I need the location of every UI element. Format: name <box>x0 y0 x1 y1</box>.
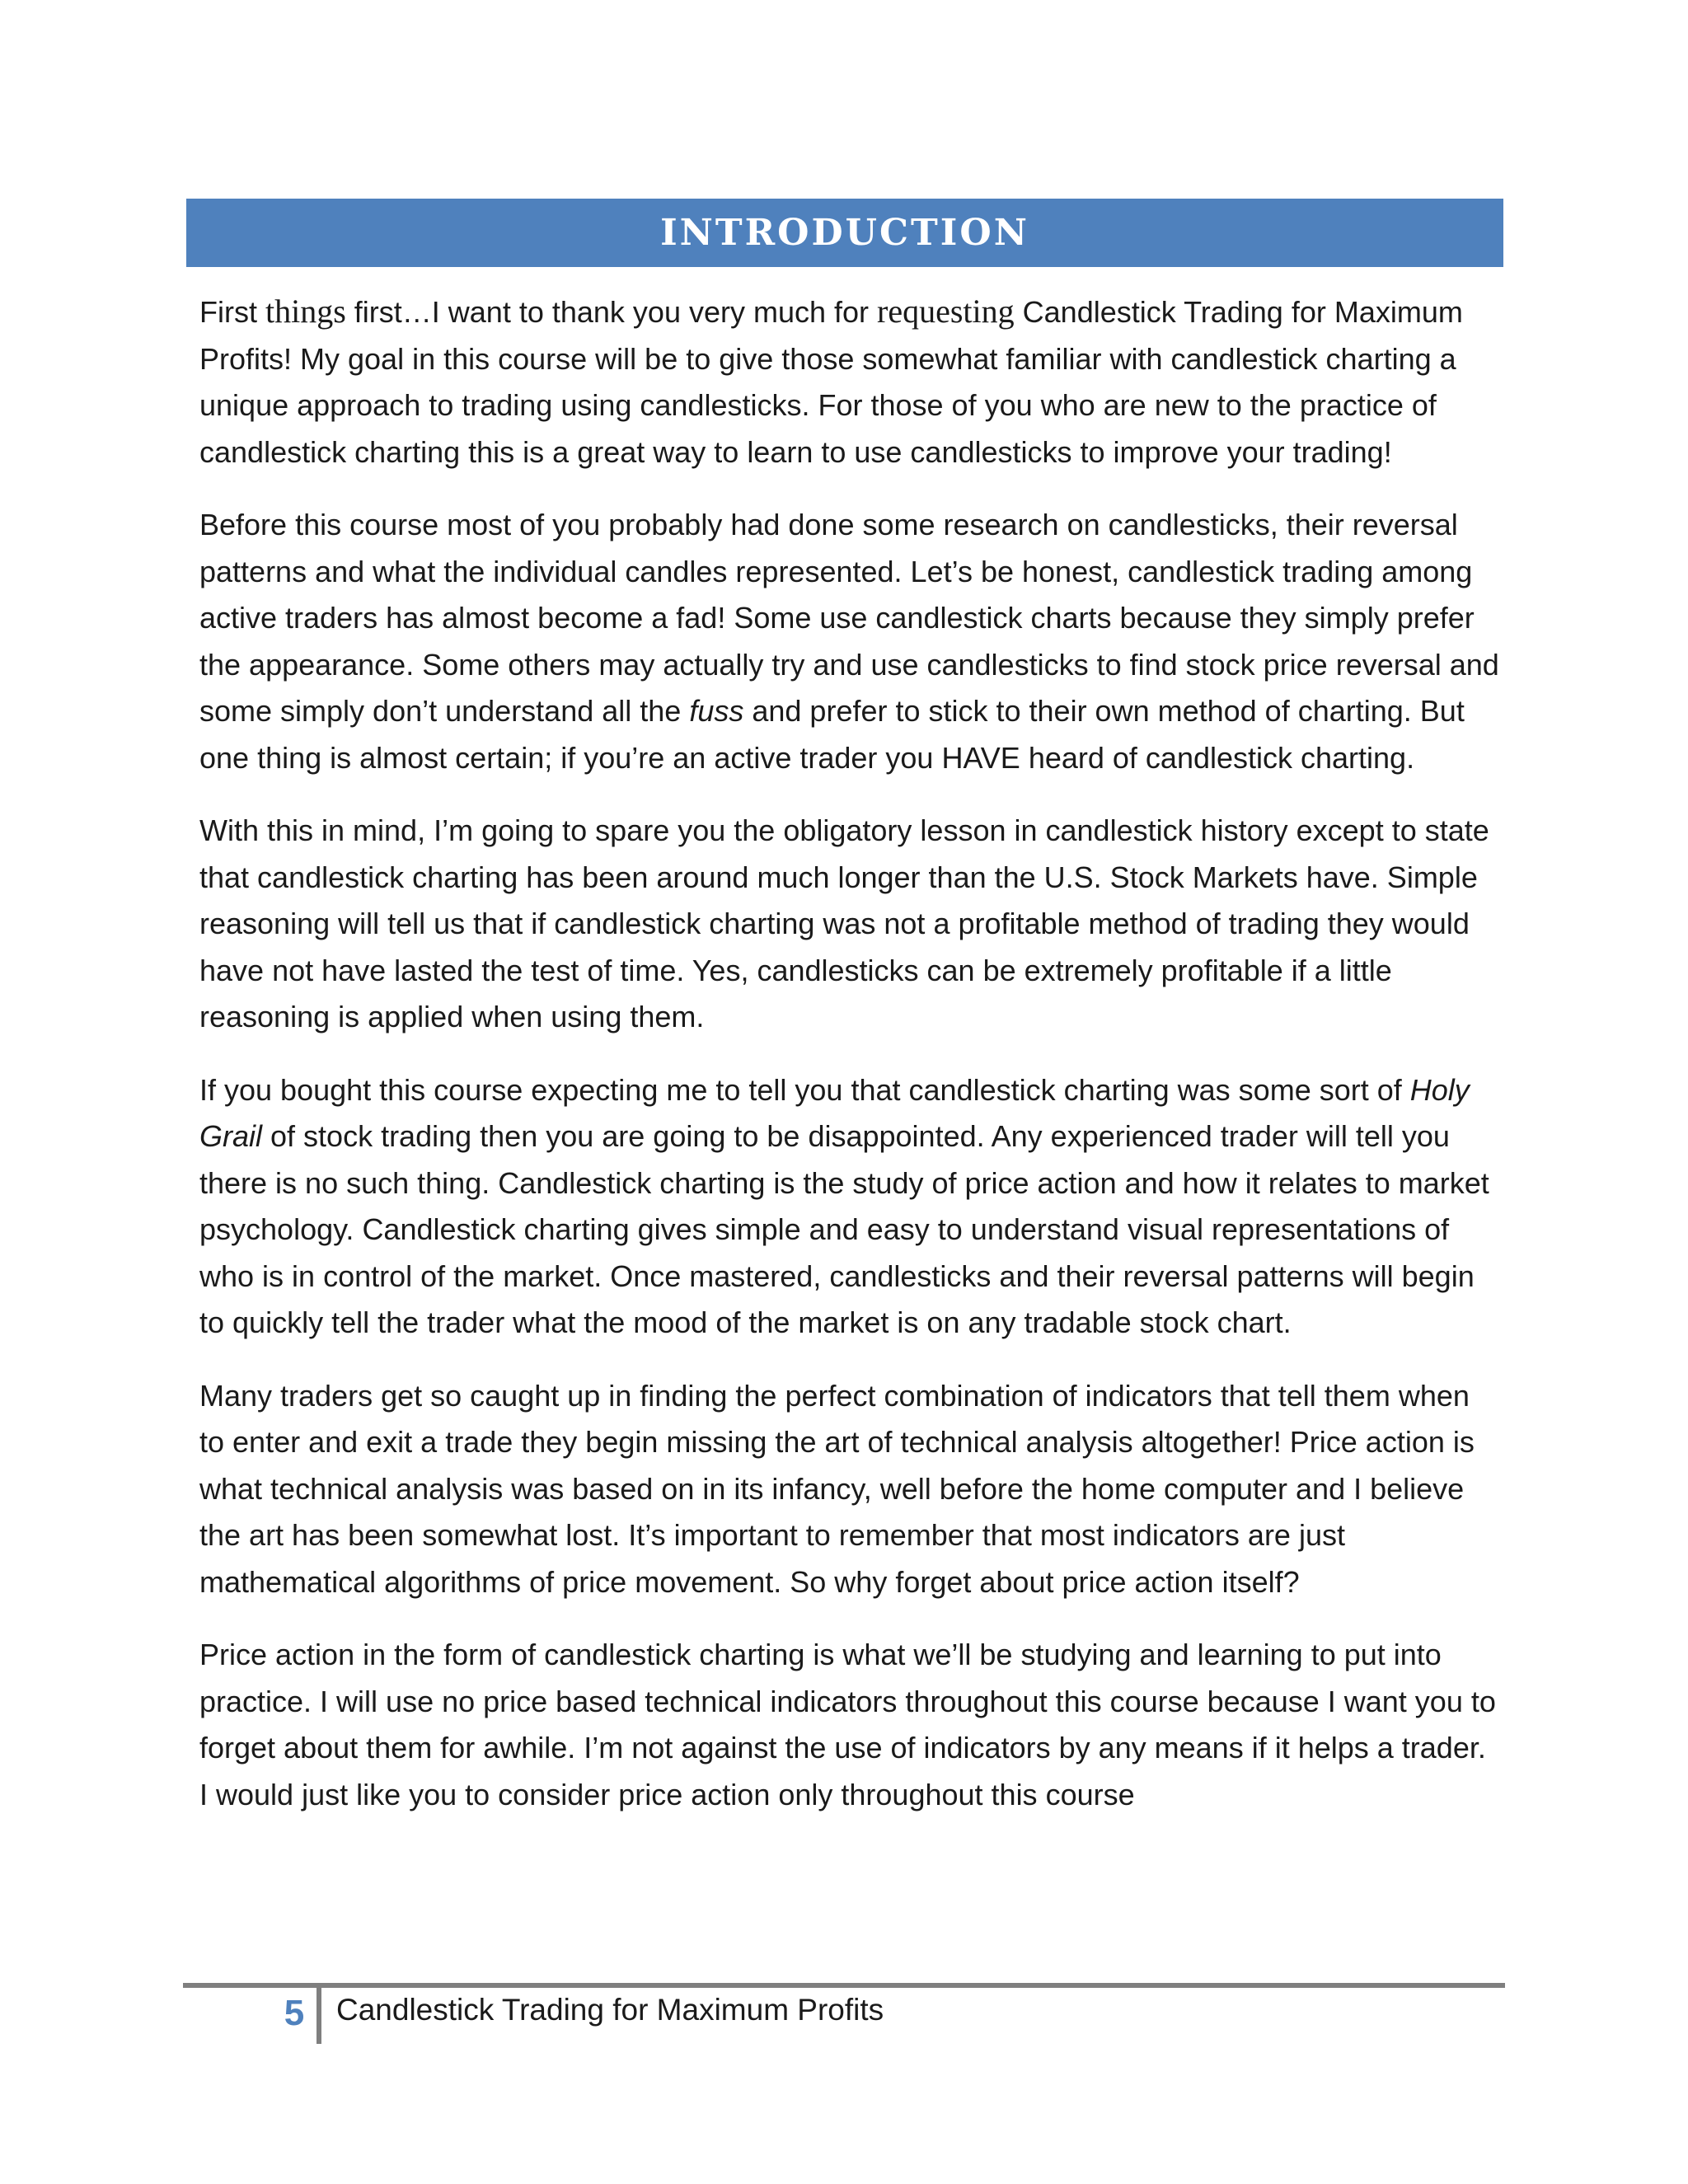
section-heading-bar <box>186 199 1503 267</box>
paragraph-4-part-c: of stock trading then you are going to be disappointed. Any experienced trader will tell you there is no such thing. Candlestick charting is the study of price action and how it relates to market psychology. Candlestick charting gives simple and easy to understand visual representations of who is in control of the market. Once mastered, candlesticks and their reversal patterns will begin to quickly tell the trader what the mood of the market is on any tradable stock chart. <box>199 1119 1489 1339</box>
paragraph-1-part-b: things <box>265 293 346 330</box>
footer-rule <box>183 1983 1505 1988</box>
footer-divider <box>316 1988 321 2044</box>
paragraph-4-part-a: If you bought this course expecting me to tell you that candlestick charting was some sort of <box>199 1072 1410 1107</box>
paragraph-1 <box>199 288 1502 476</box>
paragraph-1-part-d: requesting <box>877 293 1015 330</box>
paragraph-1-part-a: First <box>199 295 265 329</box>
paragraph-6: Price action in the form of candlestick charting is what we’ll be studying and learning to put into practice. I will use no price based technical indicators throughout this course because I want you to forget about them for awhile. I’m not against the use of indicators by any means if it helps a trader. I would just like you to consider price action only throughout this course <box>199 1638 1496 1811</box>
section-heading: INTRODUCTION <box>660 212 1029 254</box>
page-number: 5 <box>284 1993 305 2033</box>
paragraph-2-part-a: Before this course most of you probably had done some research on candlesticks, their reversal patterns and what the individual candles represented. Let’s be honest, candlestick trading among active traders has almost become a fad! Some use candlestick charts because they simply prefer the appearance. Some others may actually try and use candlesticks to find stock price reversal and some simply don’t understand all the <box>199 508 1499 728</box>
footer-title: Candlestick Trading for Maximum Profits <box>336 1993 884 2027</box>
paragraph-5: Many traders get so caught up in finding the perfect combination of indicators that tell them when to enter and exit a trade they begin missing the art of technical analysis altogether! Price action is what technical analysis was based on in its infancy, well before the home computer and I believe the art has been somewhat lost. It’s important to remember that most indicators are just mathematical algorithms of price movement. So why forget about price action itself? <box>199 1378 1475 1599</box>
paragraph-3: With this in mind, I’m going to spare you the obligatory lesson in candlestick history except to state that candlestick charting has been around much longer than the U.S. Stock Markets have. Simple reasoning will tell us that if candlestick charting was not a profitable method of trading they would have not have lasted the test of time. Yes, candlesticks can be extremely profitable if a little reasoning is applied when using them. <box>199 813 1489 1033</box>
paragraph-1-part-c: first…I want to thank you very much for <box>345 295 878 329</box>
paragraph-4-emphasis: Holy Grail <box>199 1072 1470 1153</box>
paragraph-2-part-c: and prefer to stick to their own method of charting. But one thing is almost certain; if you’re an active trader you HAVE heard of candlestick charting. <box>199 694 1465 775</box>
paragraph-2-emphasis: fuss <box>689 694 744 728</box>
body-text <box>199 288 1502 1844</box>
paragraph-4 <box>199 1067 1502 1347</box>
paragraph-1-part-e: Candlestick Trading for Maximum Profits! My goal in this course will be to give those somewhat familiar with candlestick charting a unique approach to trading using candlesticks. For those of you who are new to the practice of candlestick charting this is a great way to learn to use candlesticks to improve your trading! <box>199 295 1463 469</box>
paragraph-2 <box>199 502 1502 781</box>
